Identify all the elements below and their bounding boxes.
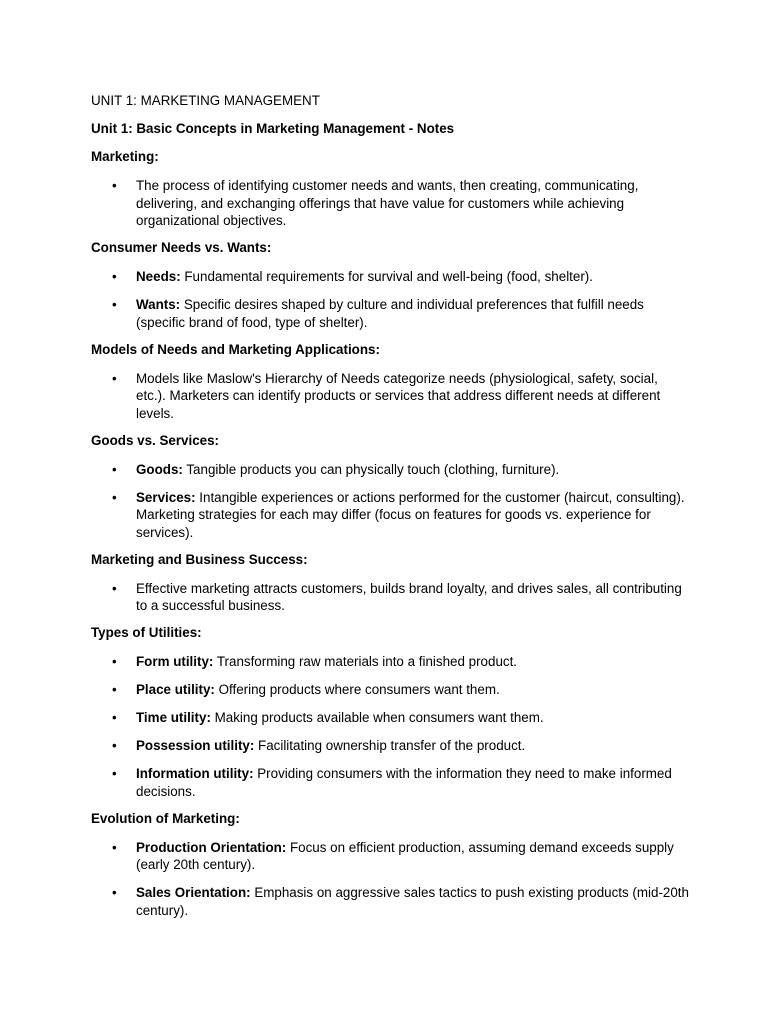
item-text: Intangible experiences or actions performed for the customer (haircut, consulting). Marketing strategies for each may differ (focus on features for goods vs. experience for services). <box>136 489 685 540</box>
document-page <box>91 93 691 930</box>
section-heading: Marketing and Business Success: <box>91 551 308 567</box>
list-item <box>91 177 691 230</box>
item-text: Facilitating ownership transfer of the product. <box>254 738 526 753</box>
bullet-icon: • <box>112 682 117 697</box>
item-term: Time utility: <box>136 710 211 725</box>
item-term: Goods: <box>136 461 183 477</box>
list-item <box>91 737 691 755</box>
item-term: Information utility: <box>136 766 254 781</box>
item-text: Specific desires shaped by culture and individual preferences that fulfill needs (specific brand of food, type of shelter). <box>136 297 644 330</box>
bullet-icon: • <box>112 178 117 193</box>
list-item <box>91 489 691 542</box>
section <box>91 811 691 920</box>
section <box>91 552 691 615</box>
bullet-list <box>91 461 691 542</box>
list-item <box>91 268 691 286</box>
item-text: Models like Maslow's Hierarchy of Needs categorize needs (physiological, safety, social, etc.). Marketers can identify products or services that address different needs at different levels. <box>136 370 661 421</box>
item-text: Focus on efficient production, assuming demand exceeds supply (early 20th century). <box>136 839 674 872</box>
item-text: Tangible products you can physically touch (clothing, furniture). <box>182 461 560 477</box>
section <box>91 433 691 542</box>
section-heading: Evolution of Marketing: <box>91 810 240 826</box>
bullet-icon: • <box>112 885 117 900</box>
section <box>91 342 691 423</box>
bullet-icon: • <box>112 654 117 669</box>
bullet-icon: • <box>112 738 117 753</box>
item-term: Wants: <box>136 297 181 312</box>
bullet-list <box>91 653 691 800</box>
list-item <box>91 580 691 615</box>
section-heading: Marketing: <box>91 149 159 164</box>
item-text: Emphasis on aggressive sales tactics to push existing products (mid-20th century). <box>136 885 689 918</box>
list-item <box>91 296 691 331</box>
bullet-list <box>91 370 691 423</box>
bullet-icon: • <box>112 370 117 386</box>
section <box>91 149 691 230</box>
bullet-list <box>91 177 691 230</box>
bullet-list <box>91 839 691 920</box>
section-heading: Consumer Needs vs. Wants: <box>91 240 272 255</box>
section <box>91 625 691 800</box>
section-heading: Types of Utilities: <box>91 625 202 640</box>
section <box>91 240 691 331</box>
list-item <box>91 884 691 919</box>
item-term: Services: <box>136 489 196 505</box>
item-text: Effective marketing attracts customers, builds brand loyalty, and drives sales, all contributing to a successful business. <box>136 580 682 613</box>
list-item <box>91 765 691 800</box>
item-text: Making products available when consumers want them. <box>210 710 544 725</box>
item-term: Needs: <box>136 269 181 284</box>
bullet-icon: • <box>112 269 117 284</box>
bullet-icon: • <box>112 297 117 312</box>
list-item <box>91 709 691 727</box>
item-text: Providing consumers with the information they need to make informed decisions. <box>136 766 672 799</box>
bullet-list <box>91 580 691 615</box>
bullet-icon: • <box>112 839 117 855</box>
list-item <box>91 681 691 699</box>
document-subtitle: Unit 1: Basic Concepts in Marketing Management - Notes <box>91 121 455 136</box>
item-term: Form utility: <box>136 654 214 669</box>
item-text: Transforming raw materials into a finished product. <box>213 654 518 669</box>
section-heading: Models of Needs and Marketing Applications: <box>91 341 380 357</box>
document-title: UNIT 1: MARKETING MANAGEMENT <box>91 93 320 108</box>
bullet-icon: • <box>112 766 117 781</box>
item-term: Possession utility: <box>136 738 255 753</box>
notes-body <box>91 149 691 919</box>
bullet-icon: • <box>112 710 117 725</box>
bullet-icon: • <box>112 461 117 477</box>
item-term: Sales Orientation: <box>136 885 251 900</box>
bullet-icon: • <box>112 580 117 596</box>
item-text: Fundamental requirements for survival and well-being (food, shelter). <box>180 269 593 284</box>
list-item <box>91 653 691 671</box>
item-term: Production Orientation: <box>136 839 287 855</box>
section-heading: Goods vs. Services: <box>91 432 220 448</box>
list-item <box>91 839 691 874</box>
item-text: Offering products where consumers want them. <box>214 682 500 697</box>
item-text: The process of identifying customer needs and wants, then creating, communicating, delivering, and exchanging offerings that have value for customers while achieving organizational objectives. <box>136 178 639 228</box>
bullet-icon: • <box>112 489 117 505</box>
list-item <box>91 461 691 479</box>
bullet-list <box>91 268 691 331</box>
item-term: Place utility: <box>136 682 215 697</box>
list-item <box>91 370 691 423</box>
